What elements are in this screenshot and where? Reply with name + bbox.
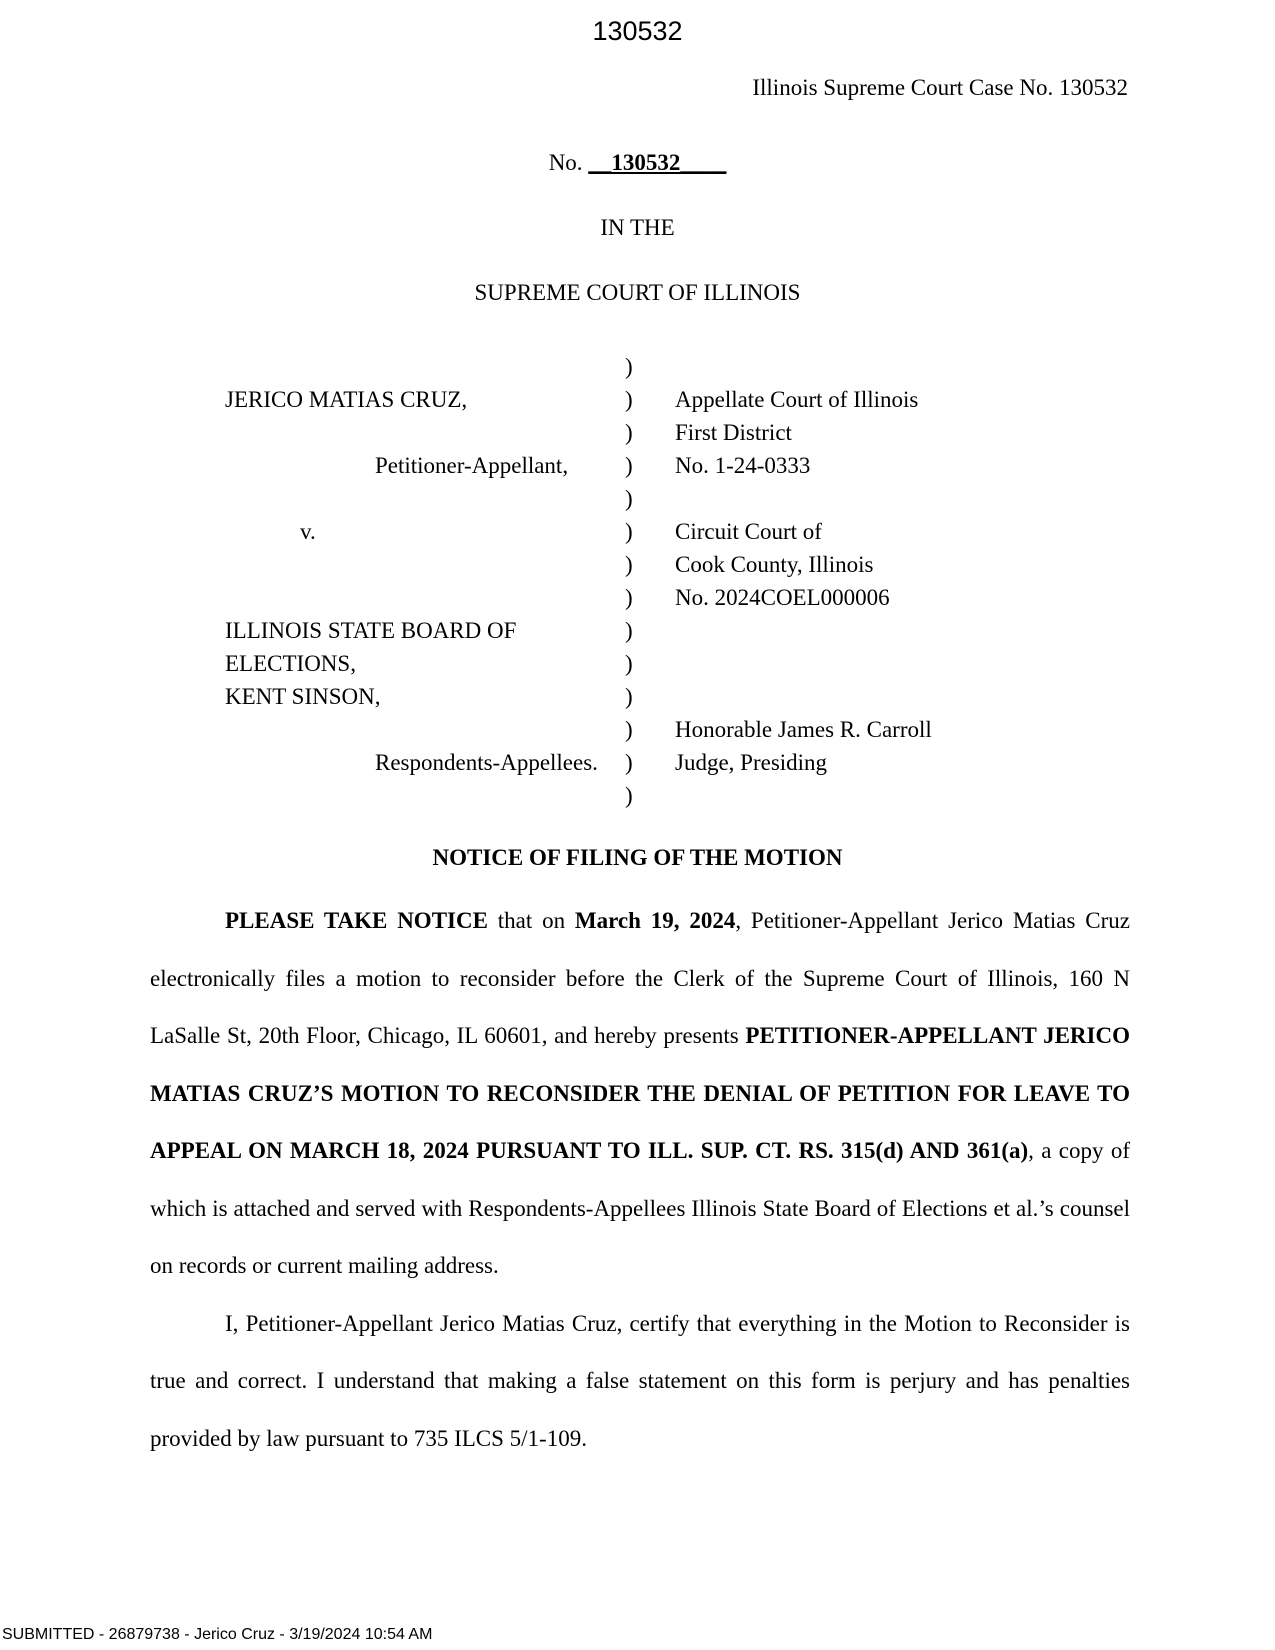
- notice-body: [150, 892, 1130, 1467]
- petitioner-role: Petitioner-Appellant,: [375, 453, 569, 478]
- stamp-number: 130532: [592, 16, 683, 46]
- respondent-line-2: ELECTIONS,: [225, 651, 356, 676]
- court-name: SUPREME COURT OF ILLINOIS: [474, 280, 801, 305]
- case-caption: [0, 350, 1275, 810]
- paren: ): [625, 750, 633, 775]
- appellate-court: Appellate Court of Illinois: [675, 387, 919, 412]
- paren: ): [625, 651, 633, 676]
- case-number-value: __130532____: [588, 150, 727, 175]
- filing-date: March 19, 2024: [574, 908, 736, 933]
- judge-title: Judge, Presiding: [675, 750, 828, 775]
- circuit-number: No. 2024COEL000006: [675, 585, 890, 610]
- paren: ): [625, 453, 633, 478]
- judge-name: Honorable James R. Carroll: [675, 717, 932, 742]
- appellate-district: First District: [675, 420, 792, 445]
- certification-paragraph: I, Petitioner-Appellant Jerico Matias Cruz, certify that everything in the Motion to Reconsider is true and correct. I understand that making a false statement on this form is perjury and has penalties provided by law pursuant to 735 ILCS 5/1-109.: [150, 1310, 1130, 1451]
- respondent-line-1: ILLINOIS STATE BOARD OF: [225, 618, 517, 643]
- motion-title: PETITIONER-APPELLANT JERICO MATIAS CRUZ’S MOTION TO RECONSIDER THE DENIAL OF PETITION FOR LEAVE TO APPEAL ON MARCH 18, 2024 PURSUANT TO ILL. SUP. CT. RS. 315(d) AND 361(a): [150, 1023, 1130, 1163]
- paren: ): [625, 420, 633, 445]
- notice-text: , Petitioner-Appellant Jerico Matias Cruz electronically files a motion to reconsider before the Clerk of the Supreme Court of Illinois, 160 N LaSalle St, 20th Floor, Chicago, IL 60601, and hereby presents: [150, 908, 1130, 1048]
- respondent-line-3: KENT SINSON,: [225, 684, 381, 709]
- paren: ): [625, 684, 633, 709]
- respondent-role: Respondents-Appellees.: [375, 750, 598, 775]
- paren: ): [625, 486, 633, 511]
- case-number: [0, 150, 1275, 176]
- appellate-number: No. 1-24-0333: [675, 453, 811, 478]
- paren: ): [625, 585, 633, 610]
- circuit-court: Circuit Court of: [675, 519, 822, 544]
- paren-column: [625, 350, 645, 812]
- paren: ): [625, 618, 633, 643]
- paren: ): [625, 354, 633, 379]
- petitioner-name: JERICO MATIAS CRUZ,: [225, 387, 468, 412]
- notice-text: , a copy of which is attached and served with Respondents-Appellees Illinois State Board of Elections et al.’s counsel on records or current mailing address.: [150, 1138, 1131, 1278]
- paren: ): [625, 519, 633, 544]
- notice-text: that on: [487, 908, 575, 933]
- submission-footer: SUBMITTED - 26879738 - Jerico Cruz - 3/19/2024 10:54 AM: [2, 1626, 433, 1643]
- notice-title: NOTICE OF FILING OF THE MOTION: [432, 845, 843, 870]
- versus: v.: [300, 519, 316, 544]
- notice-lead: PLEASE TAKE NOTICE: [225, 908, 488, 933]
- case-number-label: No.: [548, 150, 583, 175]
- paren: ): [625, 717, 633, 742]
- in-the-heading: IN THE: [600, 215, 675, 240]
- circuit-county: Cook County, Illinois: [675, 552, 874, 577]
- notice-paragraph-1: [150, 892, 1130, 1295]
- paren: ): [625, 387, 633, 412]
- paren: ): [625, 552, 633, 577]
- case-reference: Illinois Supreme Court Case No. 130532: [752, 75, 1128, 100]
- paren: ): [625, 783, 633, 808]
